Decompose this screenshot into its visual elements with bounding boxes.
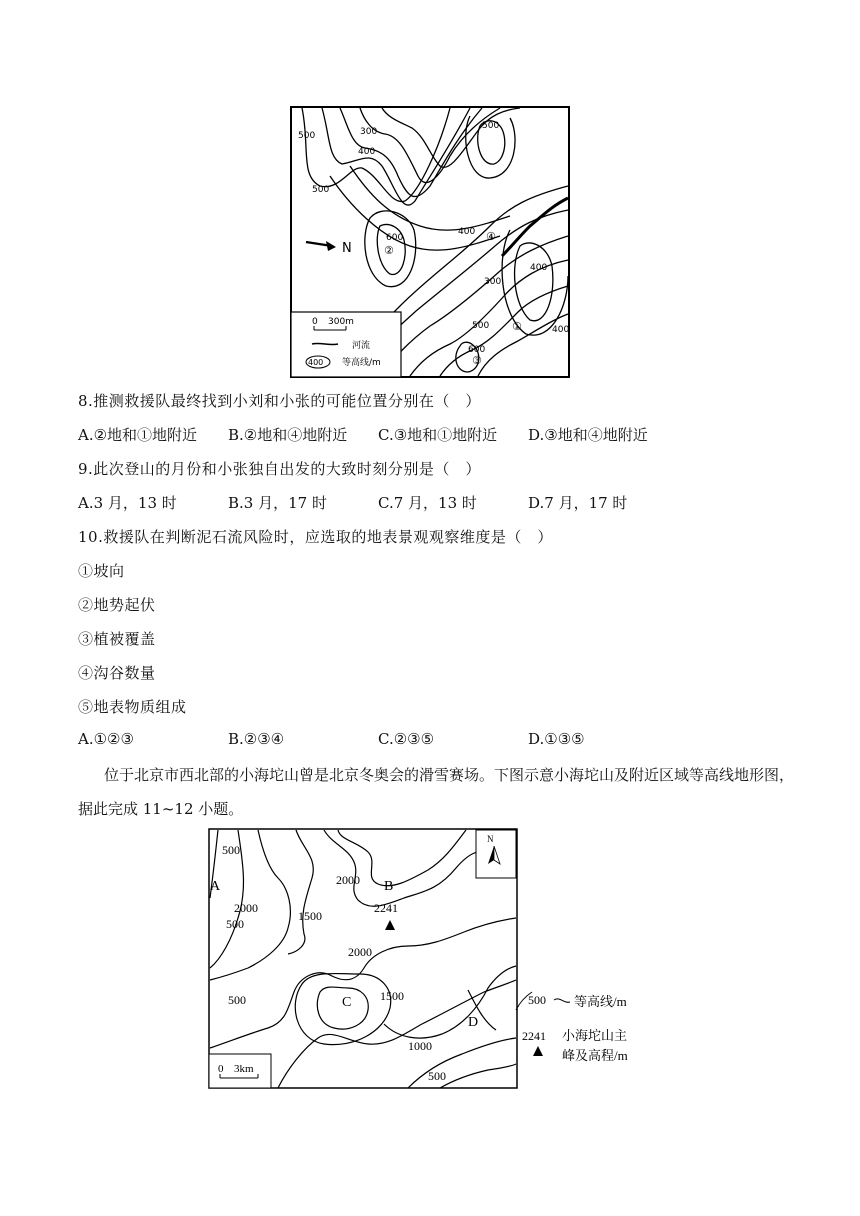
svg-text:峰及高程/m: 峰及高程/m [562, 1048, 628, 1063]
scale-bar [209, 1054, 271, 1088]
svg-text:等高线/m: 等高线/m [342, 358, 381, 368]
contour-label: 2000 [234, 901, 258, 915]
point-label: ② [384, 244, 394, 257]
area-label: D [468, 1015, 479, 1030]
contour-label: 500 [428, 1069, 446, 1083]
q8-option-c: C.③地和①地附近 [378, 426, 498, 444]
svg-text:2241: 2241 [522, 1029, 546, 1043]
contour-label: 500 [226, 917, 244, 931]
svg-text:3km: 3km [234, 1063, 254, 1075]
question-10-stem: 10.救援队在判断泥石流风险时，应选取的地表景观观察维度是（ ） [78, 528, 553, 546]
q8-option-a: A.②地和①地附近 [78, 426, 198, 444]
q9-option-d: D.7 月，17 时 [528, 494, 628, 512]
north-label: N [342, 241, 352, 256]
svg-text:400: 400 [308, 358, 324, 367]
contour-label: 1500 [380, 989, 404, 1003]
point-label: ① [512, 320, 522, 333]
contour-label: 500 [472, 321, 490, 331]
contour-label: 2000 [336, 873, 360, 887]
svg-text:河流: 河流 [352, 341, 371, 351]
area-label: C [342, 995, 352, 1010]
svg-text:0: 0 [312, 317, 318, 327]
point-label: ③ [472, 354, 482, 367]
contour-label: 500 [312, 185, 330, 195]
area-label: B [384, 879, 394, 894]
contour-label: 300 [360, 127, 378, 137]
q10-item: ③植被覆盖 [78, 630, 156, 648]
contour-label: 300 [484, 277, 502, 287]
q10-item: ⑤地表物质组成 [78, 698, 187, 716]
svg-text:500: 500 [528, 993, 546, 1007]
intro-paragraph: 位于北京市西北部的小海坨山曾是北京冬奥会的滑雪赛场。下图示意小海坨山及附近区域等高线地形图，据此完成 11~12 小题。 [78, 766, 795, 818]
contour-label: 1000 [408, 1039, 432, 1053]
q10-option-b: B.②③④ [228, 730, 285, 748]
contour-label: 500 [298, 131, 316, 141]
question-8-stem: 8.推测救援队最终找到小刘和小张的可能位置分别在（ ） [78, 392, 481, 410]
contour-label: 500 [482, 121, 500, 131]
contour-map-1 [290, 106, 570, 378]
contour-label: 1500 [298, 909, 322, 923]
q10-item: ②地势起伏 [78, 596, 156, 614]
q9-option-b: B.3 月，17 时 [228, 494, 327, 512]
contour-label: 400 [458, 227, 476, 237]
q8-option-d: D.③地和④地附近 [528, 426, 648, 444]
contour-label: 400 [552, 325, 570, 335]
area-label: A [210, 879, 221, 894]
contour-label: 600 [468, 345, 486, 355]
q10-item: ④沟谷数量 [78, 664, 156, 682]
q9-option-a: A.3 月，13 时 [78, 494, 177, 512]
point-label: ④ [486, 230, 496, 243]
question-9-stem: 9.此次登山的月份和小张独自出发的大致时刻分别是（ ） [78, 460, 481, 478]
svg-text:0: 0 [218, 1063, 224, 1075]
peak-elevation: 2241 [374, 901, 398, 915]
contour-label: 500 [228, 993, 246, 1007]
contour-label: 500 [222, 843, 240, 857]
q9-option-c: C.7 月，13 时 [378, 494, 477, 512]
svg-text:300m: 300m [328, 317, 354, 327]
map1-legend [291, 312, 401, 377]
svg-text:等高线/m: 等高线/m [574, 994, 627, 1009]
q10-item: ①坡向 [78, 562, 125, 580]
contour-label: 400 [358, 147, 376, 157]
contour-label: 600 [386, 233, 404, 243]
q10-option-c: C.②③⑤ [378, 730, 435, 748]
contour-label: 2000 [348, 945, 372, 959]
contour-label: 400 [530, 263, 548, 273]
svg-text:N: N [487, 834, 494, 844]
contour-map-2 [208, 828, 648, 1092]
q8-option-b: B.②地和④地附近 [228, 426, 348, 444]
map2-legend [516, 992, 628, 1063]
svg-text:小海坨山主: 小海坨山主 [562, 1028, 628, 1043]
q10-option-d: D.①③⑤ [528, 730, 585, 748]
north-arrow [476, 830, 516, 878]
q10-option-a: A.①②③ [78, 730, 134, 748]
